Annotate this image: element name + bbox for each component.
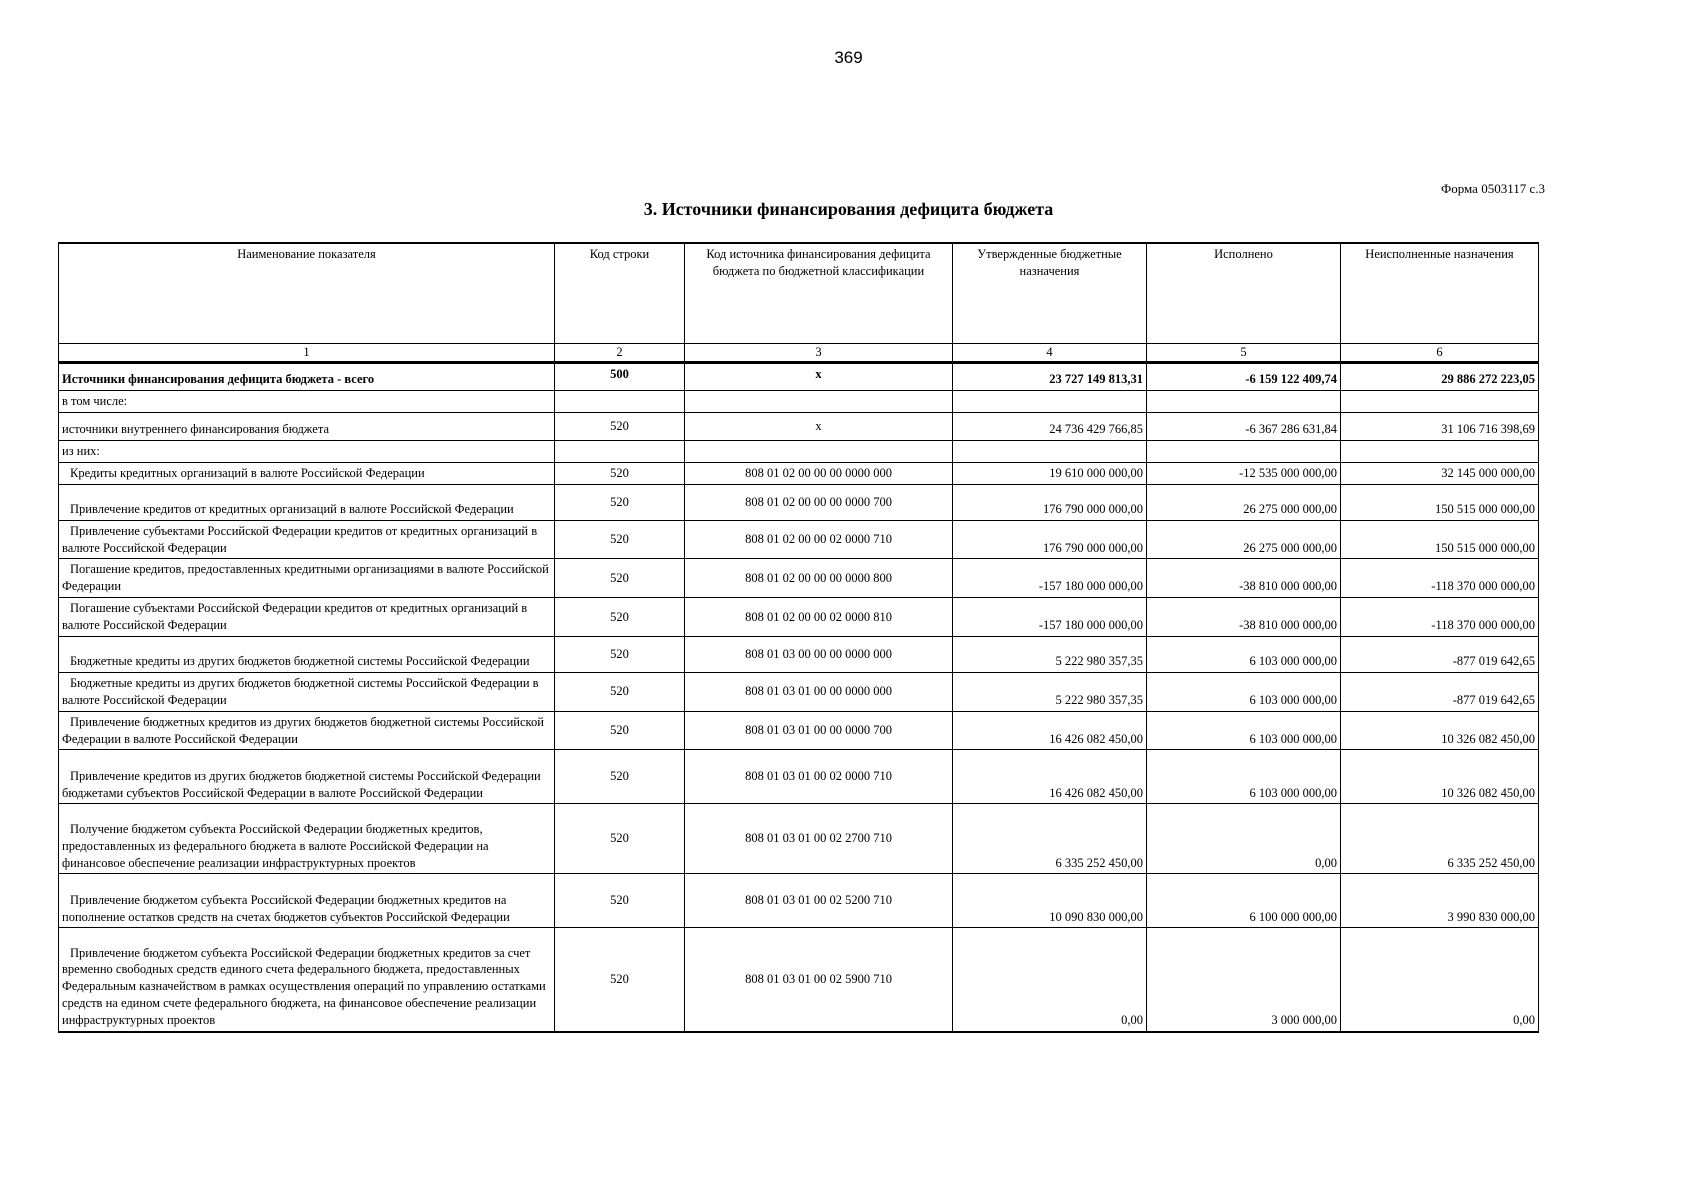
row-line-code: 520 xyxy=(555,559,685,598)
row-executed: -6 159 122 409,74 xyxy=(1147,362,1341,390)
row-executed: 26 275 000 000,00 xyxy=(1147,484,1341,520)
column-header-unexecuted: Неисполненные назначения xyxy=(1341,243,1539,344)
column-number-row xyxy=(59,344,1539,363)
row-approved: 24 736 429 766,85 xyxy=(953,412,1147,440)
row-approved: 16 426 082 450,00 xyxy=(953,750,1147,804)
column-number: 1 xyxy=(59,344,555,363)
table-row xyxy=(59,462,1539,484)
page-number: 369 xyxy=(834,48,863,67)
table-row xyxy=(59,804,1539,874)
row-name: Погашение кредитов, предоставленных кредитными организациями в валюте Российской Федерации xyxy=(59,559,555,598)
internal-sources-row xyxy=(59,412,1539,440)
row-line-code: 520 xyxy=(555,484,685,520)
form-label: Форма 0503117 с.3 xyxy=(1440,181,1545,196)
row-source-code: 808 01 03 00 00 00 0000 000 xyxy=(685,636,953,672)
row-approved: 0,00 xyxy=(953,928,1147,1032)
row-unexecuted: -877 019 642,65 xyxy=(1341,672,1539,711)
row-name: источники внутреннего финансирования бюджета xyxy=(59,412,555,440)
table-row xyxy=(59,520,1539,559)
row-source-code: x xyxy=(685,412,953,440)
column-header-name: Наименование показателя xyxy=(59,243,555,344)
table-row xyxy=(59,559,1539,598)
row-line-code: 520 xyxy=(555,412,685,440)
of-them-label-row xyxy=(59,440,1539,462)
row-executed: -12 535 000 000,00 xyxy=(1147,462,1341,484)
table-row xyxy=(59,672,1539,711)
row-executed: 0,00 xyxy=(1147,804,1341,874)
row-name: Бюджетные кредиты из других бюджетов бюджетной системы Российской Федерации в валюте Российской Федерации xyxy=(59,672,555,711)
row-line-code: 520 xyxy=(555,804,685,874)
row-name: Привлечение бюджетом субъекта Российской Федерации бюджетных кредитов на пополнение остатков средств на счетах бюджетов субъектов Российской Федерации xyxy=(59,874,555,928)
column-number: 2 xyxy=(555,344,685,363)
row-executed: 6 103 000 000,00 xyxy=(1147,750,1341,804)
row-unexecuted: 6 335 252 450,00 xyxy=(1341,804,1539,874)
column-number: 4 xyxy=(953,344,1147,363)
row-name: Источники финансирования дефицита бюджета - всего xyxy=(59,362,555,390)
row-source-code: 808 01 02 00 00 00 0000 800 xyxy=(685,559,953,598)
row-name: Привлечение кредитов от кредитных организаций в валюте Российской Федерации xyxy=(59,484,555,520)
row-unexecuted: 10 326 082 450,00 xyxy=(1341,711,1539,750)
row-approved: -157 180 000 000,00 xyxy=(953,559,1147,598)
row-line-code: 520 xyxy=(555,711,685,750)
row-approved: 5 222 980 357,35 xyxy=(953,672,1147,711)
row-line-code: 520 xyxy=(555,462,685,484)
row-unexecuted: 150 515 000 000,00 xyxy=(1341,520,1539,559)
row-approved: 5 222 980 357,35 xyxy=(953,636,1147,672)
row-unexecuted: 3 990 830 000,00 xyxy=(1341,874,1539,928)
row-name: Привлечение субъектами Российской Федерации кредитов от кредитных организаций в валюте Российской Федерации xyxy=(59,520,555,559)
row-executed: -6 367 286 631,84 xyxy=(1147,412,1341,440)
row-unexecuted: -118 370 000 000,00 xyxy=(1341,598,1539,637)
row-executed: 26 275 000 000,00 xyxy=(1147,520,1341,559)
row-name: Привлечение бюджетом субъекта Российской Федерации бюджетных кредитов за счет временно свободных средств единого счета федерального бюджета, предоставленных Федеральным казначейством в рамках осуществления операций по управлению остатками средств на едином счете федерального бюджета, на финансовое обеспечение реализации инфраструктурных проектов xyxy=(59,928,555,1032)
row-approved: 19 610 000 000,00 xyxy=(953,462,1147,484)
row-unexecuted: 0,00 xyxy=(1341,928,1539,1032)
financing-sources-table xyxy=(58,242,1539,1033)
table-row xyxy=(59,750,1539,804)
row-source-code: 808 01 03 01 00 00 0000 700 xyxy=(685,711,953,750)
row-name: Погашение субъектами Российской Федерации кредитов от кредитных организаций в валюте Российской Федерации xyxy=(59,598,555,637)
column-number: 6 xyxy=(1341,344,1539,363)
row-source-code: 808 01 03 01 00 02 5200 710 xyxy=(685,874,953,928)
row-line-code: 520 xyxy=(555,672,685,711)
row-executed: 6 103 000 000,00 xyxy=(1147,672,1341,711)
row-executed: 6 103 000 000,00 xyxy=(1147,711,1341,750)
row-line-code: 520 xyxy=(555,874,685,928)
column-header-executed: Исполнено xyxy=(1147,243,1341,344)
table-row xyxy=(59,711,1539,750)
row-source-code: 808 01 03 01 00 02 0000 710 xyxy=(685,750,953,804)
row-line-code: 520 xyxy=(555,928,685,1032)
row-name: Бюджетные кредиты из других бюджетов бюджетной системы Российской Федерации xyxy=(59,636,555,672)
row-source-code: 808 01 03 01 00 00 0000 000 xyxy=(685,672,953,711)
row-unexecuted: 150 515 000 000,00 xyxy=(1341,484,1539,520)
page-title: 3. Источники финансирования дефицита бюджета xyxy=(643,199,1054,219)
column-number: 3 xyxy=(685,344,953,363)
row-line-code: 520 xyxy=(555,520,685,559)
row-unexecuted: -118 370 000 000,00 xyxy=(1341,559,1539,598)
row-label: в том числе: xyxy=(59,390,555,412)
row-unexecuted: 31 106 716 398,69 xyxy=(1341,412,1539,440)
table-row xyxy=(59,928,1539,1032)
table-row xyxy=(59,874,1539,928)
row-line-code: 500 xyxy=(555,362,685,390)
table-row xyxy=(59,636,1539,672)
row-approved: 6 335 252 450,00 xyxy=(953,804,1147,874)
row-executed: 6 103 000 000,00 xyxy=(1147,636,1341,672)
row-label: из них: xyxy=(59,440,555,462)
row-approved: 16 426 082 450,00 xyxy=(953,711,1147,750)
row-approved: 23 727 149 813,31 xyxy=(953,362,1147,390)
column-header-source-code: Код источника финансирования дефицита бюджета по бюджетной классификации xyxy=(685,243,953,344)
row-line-code: 520 xyxy=(555,636,685,672)
table-row xyxy=(59,598,1539,637)
row-executed: 3 000 000,00 xyxy=(1147,928,1341,1032)
row-source-code: 808 01 02 00 00 00 0000 000 xyxy=(685,462,953,484)
row-executed: -38 810 000 000,00 xyxy=(1147,598,1341,637)
row-executed: 6 100 000 000,00 xyxy=(1147,874,1341,928)
row-name: Кредиты кредитных организаций в валюте Российской Федерации xyxy=(59,462,555,484)
total-row xyxy=(59,362,1539,390)
row-source-code: 808 01 02 00 00 02 0000 710 xyxy=(685,520,953,559)
row-unexecuted: 29 886 272 223,05 xyxy=(1341,362,1539,390)
column-header-line-code: Код строки xyxy=(555,243,685,344)
row-source-code: 808 01 02 00 00 02 0000 810 xyxy=(685,598,953,637)
including-label-row xyxy=(59,390,1539,412)
row-approved: 176 790 000 000,00 xyxy=(953,484,1147,520)
row-line-code: 520 xyxy=(555,750,685,804)
table-row xyxy=(59,484,1539,520)
row-approved: -157 180 000 000,00 xyxy=(953,598,1147,637)
row-approved: 10 090 830 000,00 xyxy=(953,874,1147,928)
row-name: Привлечение бюджетных кредитов из других бюджетов бюджетной системы Российской Федерации в валюте Российской Федерации xyxy=(59,711,555,750)
row-source-code: 808 01 03 01 00 02 5900 710 xyxy=(685,928,953,1032)
row-unexecuted: -877 019 642,65 xyxy=(1341,636,1539,672)
row-source-code: 808 01 02 00 00 00 0000 700 xyxy=(685,484,953,520)
column-header-approved: Утвержденные бюджетные назначения xyxy=(953,243,1147,344)
row-source-code: x xyxy=(685,362,953,390)
row-source-code: 808 01 03 01 00 02 2700 710 xyxy=(685,804,953,874)
row-executed: -38 810 000 000,00 xyxy=(1147,559,1341,598)
column-number: 5 xyxy=(1147,344,1341,363)
row-approved: 176 790 000 000,00 xyxy=(953,520,1147,559)
header-row xyxy=(59,243,1539,344)
row-name: Получение бюджетом субъекта Российской Федерации бюджетных кредитов, предоставленных из федерального бюджета в валюте Российской Федерации на финансовое обеспечение реализации инфраструктурных проектов xyxy=(59,804,555,874)
row-line-code: 520 xyxy=(555,598,685,637)
row-unexecuted: 10 326 082 450,00 xyxy=(1341,750,1539,804)
row-name: Привлечение кредитов из других бюджетов бюджетной системы Российской Федерации бюджетами субъектов Российской Федерации в валюте Российской Федерации xyxy=(59,750,555,804)
row-unexecuted: 32 145 000 000,00 xyxy=(1341,462,1539,484)
